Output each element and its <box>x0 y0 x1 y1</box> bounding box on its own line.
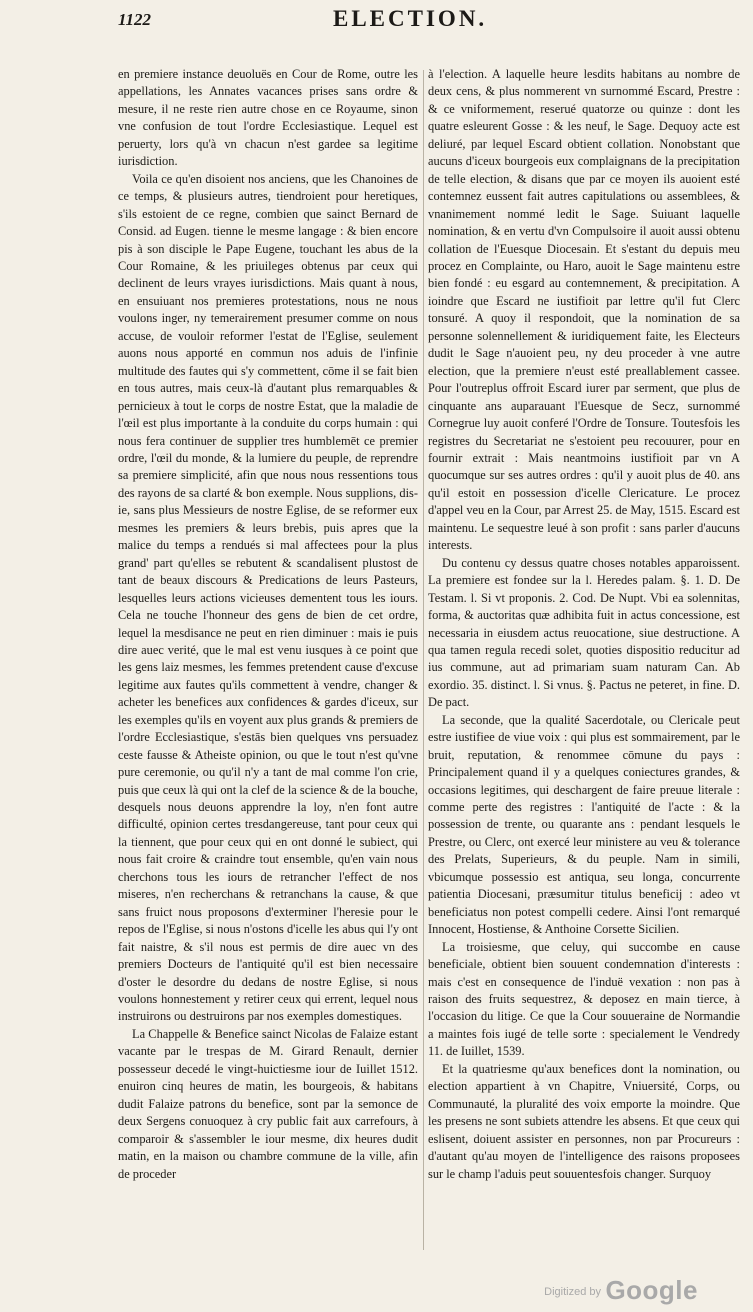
right-column <box>428 66 740 1183</box>
paragraph: Du contenu cy dessus quatre choses notables apparoissent. La premiere est fondee sur la l. Heredes palam. §. 1. D. De Testam. l. Si vt proponis. 2. Cod. De Nupt. Vbi ea solennitas, forma, & auctoritas quæ adhibita fuit in actus concessione, est necessaria in eiusdem actus reuocatione, siue destructione. A qua tamen regula recedi solet, quoties dispositio reducitur ad ius commune, aut ad primariam suam naturam Can. Ab exordio. 35. distinct. l. Si vnus. §. Pactus ne peteret, in fine. D. De pact. <box>428 555 740 710</box>
watermark-prefix: Digitized by <box>544 1286 601 1298</box>
paragraph: Et la quatriesme qu'aux benefices dont la nomination, ou election appartient à vn Chapitre, Vniuersité, Corps, ou Communauté, la pluralité des voix emporte la moindre. Que les presens ne sont subiets attendre les absens. Et que ceux qui eslisent, doiuent assister en personnes, non par Procureurs : d'autant qu'au moyen de l'intelligence des raisons proposees sur le champ l'aduis peut souuentesfois changer. Surquoy <box>428 1061 740 1181</box>
paragraph: La troisiesme, que celuy, qui succombe en cause beneficiale, obtient bien souuent condemnation d'interests : mais c'est en consequence de l'induë vexation : non pas à raison des fruits sequestrez, & deposez en main tierce, à l'occasion du litige. Ce que la Cour souueraine de Normandie a maintes fois iugé de telle sorte : specialement le Vendredy 11. de Iuillet, 1539. <box>428 939 740 1059</box>
column-divider <box>423 70 424 1250</box>
paragraph: en premiere instance deuoluës en Cour de Rome, outre les appellations, les Annates vacances prises sans ordre & mesure, il ne reste rien autre chose en ce Royaume, sinon vne confusion de tout l'ordre Ecclesiastique. Lequel est peruerty, lors qu'à vn chacun n'est gardee sa legitime iurisdiction. <box>118 67 418 169</box>
left-column <box>118 66 418 1183</box>
paragraph: Voila ce qu'en disoient nos anciens, que les Chanoines de ce temps, & plusieurs autres, tiendroient pour heretiques, s'ils estoient de ce regne, combien que sainct Bernard de Consid. ad Eugen. tienne le mesme langage : & bien encore pis à son disciple le Pape Eugene, touchant les abus de la Cour Romaine, & les priuileges obtenus par ceux qui declinent de leurs vrayes iurisdictions. Mais quant à nous, en ensuiuant nos premieres protestations, nous ne nous voulons inger, ny temerairement presumer comme on nous accuse, de vouloir reformer l'estat de l'Eglise, seulement auons nous apporté en commun nos aduis de l'infinie multitude des fautes qui s'y commettent, cōme il se fait bien en tous autres, mais ceux-là d'autant plus remarquables & pernicieux à tout le corps de nostre Estat, que la maladie de l'œil est plus importante à la conduite du corps humain : qui nous fera continuer de supplier tres humblemēt ce premier ordre, l'œil du monde, & la lumiere du peuple, de reprendre sa premiere simplicité, afin que nous nous ressentions tous des rayons de sa clarté & bon exemple. Nous supplions, dis-ie, sans plus Messieurs de nostre Eglise, de se reformer eux mesmes les premiers & leurs brebis, puis apres que la malice du temps a rendués si mal affectees pour la plus grand' part qu'elles se rebutent & scandalisent plustost de tant de beaux discours & Predications de leurs Pasteurs, lesquelles leurs actions vicieuses dementent tous les iours. Cela ne touche l'honneur des gens de bien de cet ordre, lequel la mesdisance ne peut en rien diminuer : mais ie puis dire auec verité, que le mal est venu iusques à ce point que les gens laiz mesmes, les femmes pretendent cause d'excuse legitime aux fautes qu'ils commettent à vendre, changer & acheter les benefices aux confidences & gardes d'iceux, sur les exemples qu'ils en voyent aux plus grands & premiers de l'ordre Ecclesiastique, s'estās bien quelques vns persuadez ceste fausse & Atheiste opinion, ou que le tout n'est qu'vne pure ceremonie, ou qu'il n'y a tant de mal comme l'on crie, puis que ceux là qui ont la clef de la science & de la bouche, desquels nous deuons apprendre la loy, n'en font autre difficulté, opinion certes tresdangereuse, tant pour ceux qui la tiennent, que pour ceux qui en ont donné le subiect, qui nous fait croire & craindre tout ensemble, qu'en vain nous cherchons tous les iours de retrancher l'effect de nos miseres, n'en recherchans & retranchans la cause, & que sans fruict nous proposons d'exterminer l'heresie pour le repos de l'Eglise, si nous n'ostons d'icelle les abus qui l'y ont fait naistre, & s'il nous est permis de dire auec vn des premiers Docteurs de l'antiquité qu'il est bien necessaire d'oster le desordre du dedans de nostre Eglise, si nous voulons honnestement y retirer ceux qui errent, lequel nous instruirons ou destruirons par nos exemples domestiques. <box>118 171 418 1024</box>
paragraph: La Chappelle & Benefice sainct Nicolas de Falaize estant vacante par le trespas de M. Girard Renault, dernier possesseur decedé le vingt-huictiesme iour de Iuillet 1512. enuiron cinq heures de matin, les bourgeois, & habitans dudit Falaize patrons du benefice, sont par la semonce de deux Sergens conuoquez à cry public fait aux carrefours, à comparoir & s'assembler le iour mesme, dix heures dudit matin, en la maison ou chambre commune de la ville, afin de proceder <box>118 1026 418 1181</box>
digitized-watermark <box>544 1275 698 1306</box>
running-title: ELECTION. <box>333 6 488 31</box>
google-logo: Google <box>605 1275 698 1305</box>
paragraph: à l'election. A laquelle heure lesdits habitans au nombre de deux cens, & plus nommerent vn surnommé Escard, Prestre : & ce vniformement, reserué quatorze ou quinze : dont les quatre esleurent Gosse : & les neuf, le Sage. Dequoy acte est deliuré, par lequel Escard obtient collation. Nonobstant que aucuns d'iceux bourgeois eux complaignans de la precipitation de telle election, & disans que par ce moyen ils auoient esté contemnez eussent fait autres capitulations ou assemblees, & vnanimement nommé ledit le Sage. Suiuant laquelle nomination, & en vertu d'vn Compulsoire il auoit aussi obtenu collation de l'Euesque Diocesain. Et s'estant du depuis meu procez en Complainte, ou Haro, auoit le Sage maintenu estre bien fondé : eu esgard au contemnement, & precipitation. A ioindre que Escard ne iustifioit par lettre qu'il fut Clerc tonsuré. A quoy il respondoit, que la nomination de sa personne solennellement & iuridiquement faite, les Electeurs dudit le Sage n'auoient peu, ny deu proceder à vne autre election, que la premiere n'eust esté preallablement cassee. Pour l'outreplus offroit Escard iurer par serment, que plus de cinquante ans auparauant l'Euesque de Secz, surnommé Cornegrue luy auoit conferé l'Ordre de Tonsure. Toutesfois les registres du Secretariat ne s'estoient peu recouurer, pour en fournir extrait : Mais neantmoins iustifioit par vn A quocumque sur ses autres ordres : qu'il y auoit plus de 40. ans qu'il estoit en possession d'icelle Clericature. Le procez d'appel veu en la Cour, par Arrest 25. de May, 1515. Escard est maintenu. Le sequestre leué à son profit : sans parler d'aucuns interests. <box>428 67 740 553</box>
page-number: 1122 <box>118 10 152 29</box>
paragraph: La seconde, que la qualité Sacerdotale, ou Clericale peut estre iustifiee de viue voix : qui plus est sommairement, par le bruit, reputation, & renommee cōmune du pays : Principalement quand il y a quelques coniectures grandes, & occasions legitimes, qui deschargent de faire preuue literale : comme perte des registres : l'antiquité de l'acte : & la possession de trente, ou quarante ans : pendant lesquels le Prestre, ou Clerc, ont exercé leur ministere au veu & tolerance des Prelats, Superieurs, & du peuple. Nam in simili, vbicumque possessio est antiqua, seu longa, concurrente patientia Diocesani, præsumitur titulus beneficij : adeo vt beneficiatus non potest compelli cedere. Ainsi l'ont remarqué Innocent, Hostiense, & Anthoine Corsette Sicilien. <box>428 712 740 937</box>
page-header <box>118 8 735 32</box>
